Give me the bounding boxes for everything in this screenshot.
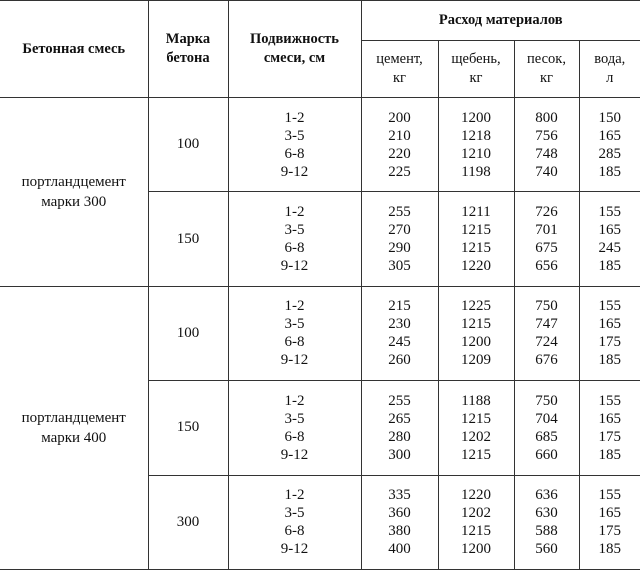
gravel-value: 1220 [461, 487, 491, 504]
table-row [0, 286, 640, 380]
cement-value: 255 [388, 204, 411, 221]
water-value: 165 [598, 222, 621, 239]
gravel-value: 1215 [461, 410, 491, 427]
sand-value: 656 [535, 258, 558, 275]
grade-cell: 300 [148, 475, 228, 569]
gravel-value: 1198 [461, 163, 491, 180]
sand-value: 701 [535, 222, 558, 239]
gravel-value: 1200 [461, 334, 491, 351]
gravel-value: 1211 [461, 204, 491, 221]
mobility-value: 9-12 [280, 446, 309, 463]
header-water: вода, л [579, 41, 640, 98]
water-value: 185 [598, 446, 621, 463]
sand-value: 724 [535, 334, 558, 351]
mobility-value: 6-8 [284, 523, 305, 540]
cement-cell [361, 98, 438, 192]
sand-value: 756 [535, 127, 558, 144]
mobility-value: 3-5 [284, 127, 305, 144]
sand-cell [514, 98, 579, 192]
water-cell [579, 98, 640, 192]
header-consumption: Расход материалов [361, 1, 640, 41]
header-gravel: щебень, кг [438, 41, 514, 98]
cement-value: 260 [388, 352, 411, 369]
grade-cell: 150 [148, 381, 228, 475]
mobility-value: 9-12 [280, 352, 309, 369]
mobility-cell [228, 381, 361, 475]
sand-cell [514, 286, 579, 380]
water-cell [579, 381, 640, 475]
cement-value: 210 [388, 127, 411, 144]
sand-value: 588 [535, 523, 558, 540]
water-cell [579, 286, 640, 380]
gravel-value: 1215 [461, 222, 491, 239]
cement-value: 280 [388, 428, 411, 445]
gravel-value: 1200 [461, 109, 491, 126]
grade-cell: 150 [148, 192, 228, 286]
mobility-value: 9-12 [280, 258, 309, 275]
gravel-value: 1220 [461, 258, 491, 275]
water-value: 175 [598, 523, 621, 540]
table-body [0, 98, 640, 570]
cement-value: 335 [388, 487, 411, 504]
sand-cell [514, 475, 579, 569]
mixture-label-line: портландцемент [21, 409, 126, 426]
header-mobility: Подвижность смеси, см [228, 1, 361, 98]
gravel-cell [438, 286, 514, 380]
water-value: 165 [598, 316, 621, 333]
gravel-cell [438, 192, 514, 286]
cement-value: 215 [388, 298, 411, 315]
cement-cell [361, 286, 438, 380]
cement-value: 220 [388, 145, 411, 162]
sand-value: 748 [535, 145, 558, 162]
water-value: 185 [598, 352, 621, 369]
gravel-cell [438, 381, 514, 475]
mobility-value: 1-2 [284, 392, 305, 409]
sand-value: 685 [535, 428, 558, 445]
water-value: 185 [598, 163, 621, 180]
cement-cell [361, 381, 438, 475]
water-value: 155 [598, 204, 621, 221]
cement-value: 200 [388, 109, 411, 126]
header-sand: песок, кг [514, 41, 579, 98]
sand-value: 636 [535, 487, 558, 504]
mixture-label-line: портландцемент [21, 173, 126, 190]
sand-value: 750 [535, 298, 558, 315]
gravel-value: 1210 [461, 145, 491, 162]
gravel-cell [438, 475, 514, 569]
cement-value: 225 [388, 163, 411, 180]
mobility-value: 9-12 [280, 163, 309, 180]
header-grade: Марка бетона [148, 1, 228, 98]
sand-value: 747 [535, 316, 558, 333]
water-value: 165 [598, 505, 621, 522]
grade-cell: 100 [148, 286, 228, 380]
sand-value: 800 [535, 109, 558, 126]
mixture-cell [0, 98, 148, 287]
grade-cell: 100 [148, 98, 228, 192]
cement-cell [361, 475, 438, 569]
mobility-value: 6-8 [284, 145, 305, 162]
mobility-value: 1-2 [284, 109, 305, 126]
sand-value: 676 [535, 352, 558, 369]
mobility-value: 6-8 [284, 240, 305, 257]
sand-value: 560 [535, 541, 558, 558]
header-mixture: Бетонная смесь [0, 1, 148, 98]
water-value: 155 [598, 392, 621, 409]
cement-value: 255 [388, 392, 411, 409]
gravel-value: 1202 [461, 505, 491, 522]
gravel-value: 1218 [461, 127, 491, 144]
gravel-value: 1225 [461, 298, 491, 315]
gravel-value: 1215 [461, 316, 491, 333]
mobility-cell [228, 98, 361, 192]
mobility-value: 3-5 [284, 222, 305, 239]
gravel-value: 1202 [461, 428, 491, 445]
gravel-value: 1188 [461, 392, 491, 409]
mobility-value: 3-5 [284, 316, 305, 333]
water-value: 155 [598, 487, 621, 504]
water-cell [579, 192, 640, 286]
header-cement: цемент, кг [361, 41, 438, 98]
water-value: 185 [598, 258, 621, 275]
table-row [0, 98, 640, 192]
mobility-value: 1-2 [284, 487, 305, 504]
cement-value: 300 [388, 446, 411, 463]
mobility-value: 9-12 [280, 541, 309, 558]
sand-value: 740 [535, 163, 558, 180]
gravel-value: 1215 [461, 240, 491, 257]
mobility-value: 1-2 [284, 298, 305, 315]
cement-value: 360 [388, 505, 411, 522]
cement-value: 380 [388, 523, 411, 540]
mixture-label-line: марки 400 [41, 429, 107, 446]
sand-cell [514, 381, 579, 475]
mobility-value: 3-5 [284, 410, 305, 427]
sand-value: 630 [535, 505, 558, 522]
sand-value: 704 [535, 410, 558, 427]
cement-value: 400 [388, 541, 411, 558]
cement-cell [361, 192, 438, 286]
cement-value: 265 [388, 410, 411, 427]
gravel-cell [438, 98, 514, 192]
mobility-value: 3-5 [284, 505, 305, 522]
water-value: 175 [598, 334, 621, 351]
water-value: 185 [598, 541, 621, 558]
gravel-value: 1215 [461, 523, 491, 540]
mobility-value: 1-2 [284, 204, 305, 221]
mobility-value: 6-8 [284, 428, 305, 445]
gravel-value: 1200 [461, 541, 491, 558]
water-value: 165 [598, 127, 621, 144]
cement-value: 230 [388, 316, 411, 333]
water-value: 175 [598, 428, 621, 445]
water-value: 165 [598, 410, 621, 427]
gravel-value: 1209 [461, 352, 491, 369]
water-value: 155 [598, 298, 621, 315]
mobility-cell [228, 475, 361, 569]
sand-cell [514, 192, 579, 286]
water-value: 150 [598, 109, 621, 126]
water-value: 285 [598, 145, 621, 162]
sand-value: 675 [535, 240, 558, 257]
cement-value: 245 [388, 334, 411, 351]
mobility-cell [228, 286, 361, 380]
mixture-cell [0, 286, 148, 569]
mixture-label-line: марки 300 [41, 193, 107, 210]
cement-value: 270 [388, 222, 411, 239]
sand-value: 660 [535, 446, 558, 463]
gravel-value: 1215 [461, 446, 491, 463]
mobility-value: 6-8 [284, 334, 305, 351]
sand-value: 726 [535, 204, 558, 221]
mobility-cell [228, 192, 361, 286]
sand-value: 750 [535, 392, 558, 409]
water-value: 245 [598, 240, 621, 257]
cement-value: 290 [388, 240, 411, 257]
water-cell [579, 475, 640, 569]
cement-value: 305 [388, 258, 411, 275]
